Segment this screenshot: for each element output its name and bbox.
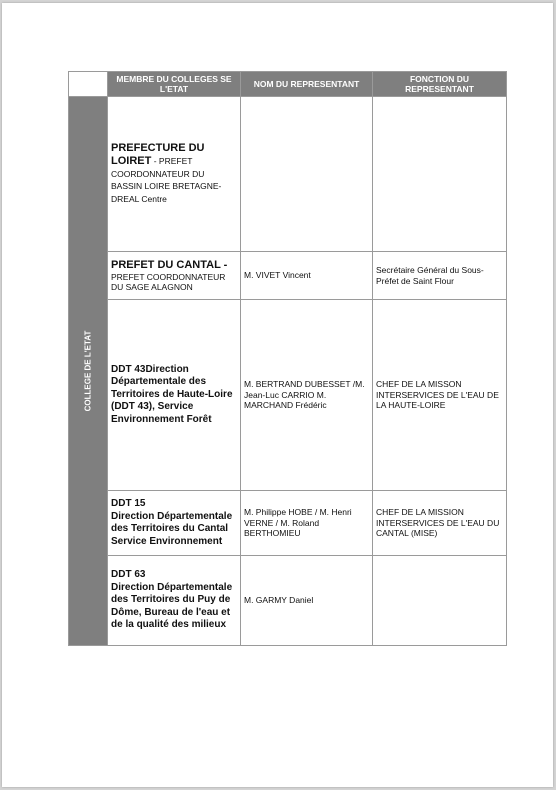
member-title: PREFECTURE DU LOIRET [111,141,205,168]
member-subtitle: Direction Départementale des Territoires du Puy de Dôme, Bureau de l'eau et de la qualité des milieux [111,581,233,631]
header-blank-cell [69,72,108,97]
college-label-cell [69,97,108,646]
member-title: PREFET DU CANTAL - [111,258,228,271]
header-fonction: FONCTION DU REPRESENTANT [373,72,507,97]
table-row [69,252,507,300]
member-title: DDT 43Direction Départementale des Territoires de Haute-Loire (DDT 43), Service Environnement Forêt [111,363,233,425]
representative-cell: M. Philippe HOBE / M. Henri VERNE / M. Roland BERTHOMIEU [241,491,373,556]
member-subtitle: PREFET COORDONNATEUR DU SAGE ALAGNON [111,271,226,292]
member-subtitle: Direction Départementale des Territoires du Cantal Service Environnement [111,510,233,547]
college-table [68,71,507,646]
member-cell [108,300,241,491]
representative-cell: M. GARMY Daniel [241,556,373,646]
member-title: DDT 15 [111,498,146,509]
function-cell [373,556,507,646]
representative-cell: M. VIVET Vincent [241,252,373,300]
representative-cell: M. BERTRAND DUBESSET /M. Jean-Luc CARRIO M. MARCHAND Frédéric [241,300,373,491]
table-row [69,556,507,646]
function-cell: Secrétaire Général du Sous-Préfet de Saint Flour [373,252,507,300]
header-nom: NOM DU REPRESENTANT [241,72,373,97]
table-row [69,491,507,556]
table-row [69,97,507,252]
header-row [69,72,507,97]
representative-cell [241,97,373,252]
member-cell [108,556,241,646]
function-cell: CHEF DE LA MISSON INTERSERVICES DE L'EAU DE LA HAUTE-LOIRE [373,300,507,491]
document-page [2,3,553,787]
member-cell [108,491,241,556]
function-cell: CHEF DE LA MISSION INTERSERVICES DE L'EAU DU CANTAL (MISE) [373,491,507,556]
member-cell [108,252,241,300]
member-title: DDT 63 [111,569,146,581]
college-label: COLLEGE DE L'ETAT [83,330,93,412]
table-row [69,300,507,491]
member-subtitle: - PREFET COORDONNATEUR DU BASSIN LOIRE BRETAGNE-DREAL Centre [111,156,222,204]
function-cell [373,97,507,252]
header-membre: MEMBRE DU COLLEGES SE L'ETAT [108,72,241,97]
member-cell [108,97,241,252]
